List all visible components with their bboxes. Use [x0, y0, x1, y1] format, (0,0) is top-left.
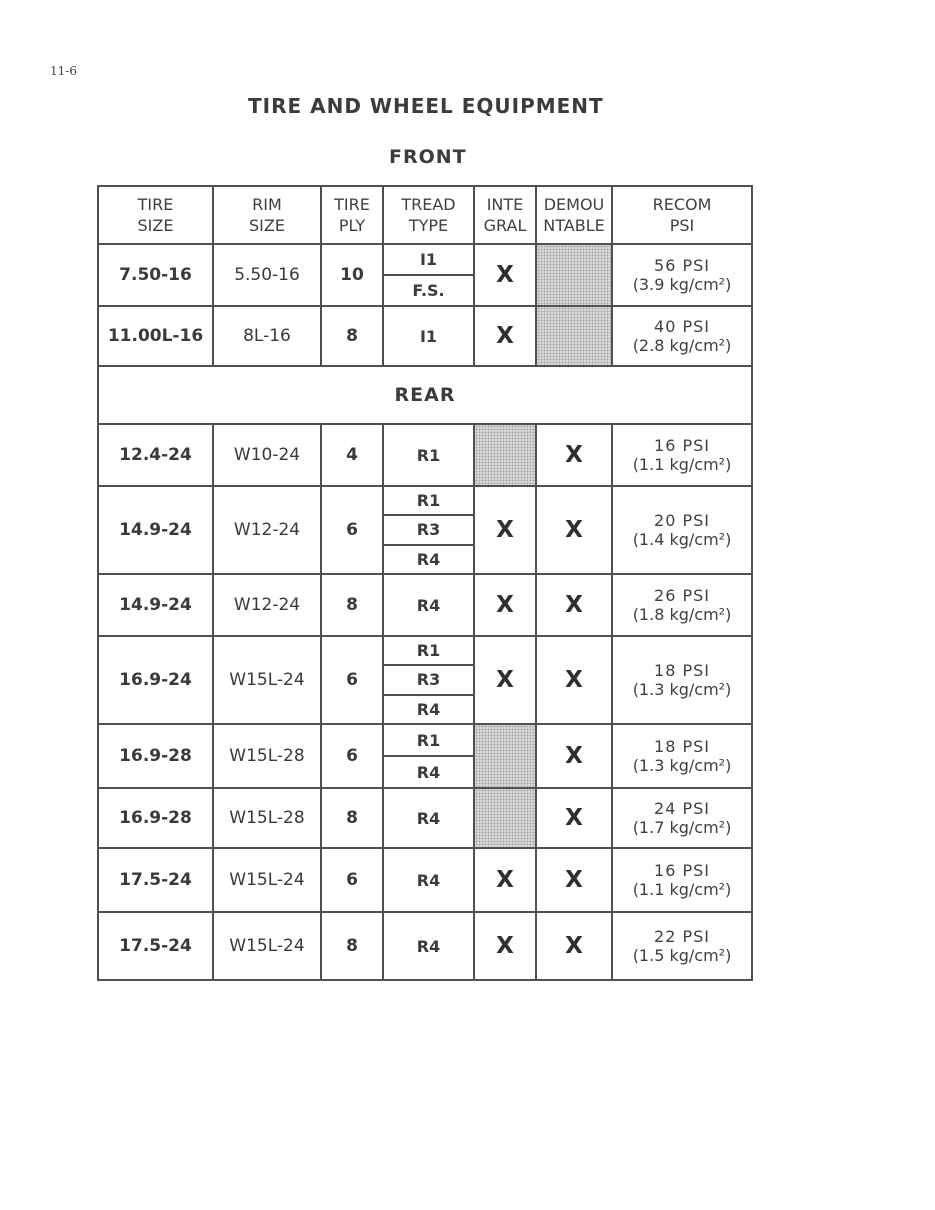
header-demountable	[536, 186, 612, 244]
recommended-psi-cell	[612, 306, 752, 366]
table-row	[98, 788, 752, 848]
recommended-psi-cell	[612, 912, 752, 980]
header-line: TIRE	[334, 195, 370, 214]
demountable-cell	[536, 306, 612, 366]
tread-type-cell	[383, 424, 474, 486]
rim-size: W15L-28	[229, 746, 305, 766]
tread-type-cell	[383, 306, 474, 366]
demountable-mark: X	[565, 933, 583, 959]
tire-ply: 6	[346, 670, 358, 690]
tread-type: R1	[416, 491, 441, 511]
tread-type: R4	[416, 808, 441, 828]
integral-mark: X	[496, 592, 514, 618]
rear-heading: REAR	[394, 384, 456, 406]
tread-type: R1	[416, 445, 441, 465]
psi-value: 40 PSI	[654, 317, 710, 336]
demountable-cell	[536, 574, 612, 636]
header-line: DEMOU	[543, 195, 605, 214]
tire-ply-cell	[321, 486, 383, 574]
tire-size-cell	[98, 486, 213, 574]
front-rows	[98, 244, 752, 366]
tire-size-cell	[98, 636, 213, 724]
rim-size-cell	[213, 306, 321, 366]
rim-size: 5.50-16	[234, 265, 300, 285]
header-line: SIZE	[249, 216, 285, 235]
tread-type-stack	[384, 849, 473, 911]
rear-rows	[98, 424, 752, 980]
tread-type-stack	[384, 487, 473, 573]
recommended-psi-cell	[612, 486, 752, 574]
tire-ply-cell	[321, 574, 383, 636]
tire-ply-cell	[321, 724, 383, 788]
demountable-cell	[536, 912, 612, 980]
table-row	[98, 724, 752, 788]
header-row	[98, 186, 752, 244]
rim-size: W12-24	[233, 595, 301, 615]
header-line: TIRE	[137, 195, 174, 214]
tire-size-cell	[98, 788, 213, 848]
tire-size-cell	[98, 724, 213, 788]
tread-type-cell	[383, 486, 474, 574]
tire-ply-cell	[321, 636, 383, 724]
tread-type-cell	[383, 788, 474, 848]
tire-size: 16.9-28	[119, 808, 192, 828]
psi-metric-value: (1.1 kg/cm²)	[632, 880, 732, 899]
integral-cell	[474, 724, 536, 788]
tread-type-stack	[384, 575, 473, 635]
header-line: TREAD	[401, 195, 456, 214]
table-row	[98, 244, 752, 306]
rim-size: 8L-16	[243, 326, 291, 346]
tire-ply-cell	[321, 788, 383, 848]
tread-type: R1	[416, 641, 441, 661]
table-row	[98, 574, 752, 636]
psi-metric-value: (1.3 kg/cm²)	[632, 756, 732, 775]
document-title: TIRE AND WHEEL EQUIPMENT	[248, 94, 604, 118]
tire-ply: 8	[346, 808, 358, 828]
tread-type-stack	[384, 637, 473, 723]
tread-type: R4	[416, 936, 441, 956]
rear-section-divider	[98, 366, 752, 424]
tire-ply: 6	[346, 520, 358, 540]
header-tire-size	[98, 186, 213, 244]
tread-type: R4	[384, 755, 473, 787]
tread-type-stack	[384, 789, 473, 847]
psi-metric-value: (2.8 kg/cm²)	[632, 336, 732, 355]
demountable-cell	[536, 636, 612, 724]
psi-value: 18 PSI	[654, 737, 710, 756]
table-header	[98, 186, 752, 244]
tire-size: 7.50-16	[119, 265, 192, 285]
rim-size: W15L-28	[229, 808, 305, 828]
tire-size: 14.9-24	[119, 520, 192, 540]
tread-type-cell	[383, 574, 474, 636]
demountable-cell	[536, 424, 612, 486]
tread-type: R3	[384, 664, 473, 693]
header-line: TYPE	[408, 216, 449, 235]
integral-mark: X	[496, 667, 514, 693]
header-recommended-psi	[612, 186, 752, 244]
recommended-psi-cell	[612, 574, 752, 636]
tire-ply-cell	[321, 424, 383, 486]
header-rim-size	[213, 186, 321, 244]
header-line: NTABLE	[543, 216, 605, 235]
tread-type-stack	[384, 913, 473, 979]
demountable-mark: X	[565, 442, 583, 468]
tread-type: R4	[384, 544, 473, 573]
header-tire-ply	[321, 186, 383, 244]
tire-ply: 10	[340, 265, 364, 285]
demountable-mark: X	[565, 667, 583, 693]
integral-cell	[474, 636, 536, 724]
integral-mark: X	[496, 262, 514, 288]
tread-type: R4	[384, 694, 473, 723]
demountable-mark: X	[565, 867, 583, 893]
demountable-mark: X	[565, 592, 583, 618]
tread-type-cell	[383, 848, 474, 912]
tread-type: I1	[419, 326, 438, 346]
tire-size: 16.9-24	[119, 670, 192, 690]
tire-size: 12.4-24	[119, 445, 192, 465]
demountable-cell	[536, 244, 612, 306]
tread-type: R1	[416, 730, 441, 750]
rim-size-cell	[213, 724, 321, 788]
rim-size-cell	[213, 912, 321, 980]
rear-heading-row	[98, 366, 752, 424]
recommended-psi-cell	[612, 244, 752, 306]
recommended-psi-cell	[612, 724, 752, 788]
tread-type-cell	[383, 636, 474, 724]
rim-size: W15L-24	[229, 936, 305, 956]
recommended-psi-cell	[612, 848, 752, 912]
header-line: RIM	[252, 195, 282, 214]
demountable-cell	[536, 788, 612, 848]
demountable-cell	[536, 724, 612, 788]
psi-metric-value: (3.9 kg/cm²)	[632, 275, 732, 294]
recommended-psi-cell	[612, 424, 752, 486]
integral-cell	[474, 306, 536, 366]
tread-type: I1	[419, 250, 438, 269]
psi-metric-value: (1.7 kg/cm²)	[632, 818, 732, 837]
psi-value: 16 PSI	[654, 861, 710, 880]
tire-size: 17.5-24	[119, 870, 192, 890]
psi-metric-value: (1.5 kg/cm²)	[632, 946, 732, 965]
tire-ply: 4	[346, 445, 358, 465]
recommended-psi-cell	[612, 788, 752, 848]
integral-cell	[474, 486, 536, 574]
rim-size: W15L-24	[229, 870, 305, 890]
header-line: PLY	[338, 216, 366, 235]
psi-value: 16 PSI	[654, 436, 710, 455]
integral-cell	[474, 912, 536, 980]
demountable-mark: X	[565, 805, 583, 831]
tire-size-cell	[98, 912, 213, 980]
integral-mark: X	[496, 933, 514, 959]
header-line: INTE	[486, 195, 524, 214]
tread-type: F.S.	[384, 274, 473, 305]
tread-type: R4	[416, 595, 441, 615]
page-number: 11-6	[50, 64, 77, 78]
tire-size-cell	[98, 424, 213, 486]
integral-cell	[474, 244, 536, 306]
tire-size-cell	[98, 244, 213, 306]
tread-type-stack	[384, 245, 473, 305]
tire-size: 11.00L-16	[107, 326, 204, 346]
tire-wheel-table	[97, 185, 753, 981]
rim-size: W10-24	[233, 445, 301, 465]
tire-size-cell	[98, 848, 213, 912]
header-integral	[474, 186, 536, 244]
tread-type-stack	[384, 307, 473, 365]
integral-cell	[474, 574, 536, 636]
tire-ply-cell	[321, 306, 383, 366]
tread-type-stack	[384, 425, 473, 485]
demountable-cell	[536, 486, 612, 574]
table-row	[98, 424, 752, 486]
tire-size: 14.9-24	[119, 595, 192, 615]
tire-ply: 6	[346, 746, 358, 766]
integral-cell	[474, 848, 536, 912]
integral-cell	[474, 424, 536, 486]
tread-type: R3	[384, 514, 473, 543]
psi-metric-value: (1.8 kg/cm²)	[632, 605, 732, 624]
table-row	[98, 912, 752, 980]
integral-mark: X	[496, 323, 514, 349]
tire-ply: 8	[346, 326, 358, 346]
integral-mark: X	[496, 867, 514, 893]
psi-value: 18 PSI	[654, 661, 710, 680]
psi-value: 22 PSI	[654, 927, 710, 946]
tire-ply-cell	[321, 244, 383, 306]
tire-ply-cell	[321, 912, 383, 980]
psi-metric-value: (1.1 kg/cm²)	[632, 455, 732, 474]
header-tread-type	[383, 186, 474, 244]
tread-type-cell	[383, 724, 474, 788]
rim-size-cell	[213, 636, 321, 724]
demountable-mark: X	[565, 743, 583, 769]
header-line: GRAL	[483, 216, 527, 235]
header-line: SIZE	[137, 216, 174, 235]
header-line: RECOM	[652, 195, 712, 214]
tire-size: 17.5-24	[119, 936, 192, 956]
tread-type-cell	[383, 244, 474, 306]
psi-value: 56 PSI	[654, 256, 710, 275]
rear-heading-cell	[98, 366, 752, 424]
psi-metric-value: (1.3 kg/cm²)	[632, 680, 732, 699]
tire-ply: 6	[346, 870, 358, 890]
psi-metric-value: (1.4 kg/cm²)	[632, 530, 732, 549]
tire-size-cell	[98, 306, 213, 366]
tire-ply: 8	[346, 595, 358, 615]
rim-size-cell	[213, 574, 321, 636]
table-row	[98, 636, 752, 724]
tire-ply: 8	[346, 936, 358, 956]
tire-size: 16.9-28	[119, 746, 192, 766]
front-heading: FRONT	[389, 146, 467, 168]
table-row	[98, 848, 752, 912]
recommended-psi-cell	[612, 636, 752, 724]
table-row	[98, 306, 752, 366]
demountable-cell	[536, 848, 612, 912]
tread-type-cell	[383, 912, 474, 980]
tread-type: R4	[416, 870, 441, 890]
integral-mark: X	[496, 517, 514, 543]
tread-type-stack	[384, 725, 473, 787]
rim-size-cell	[213, 788, 321, 848]
header-line: PSI	[669, 216, 695, 235]
integral-cell	[474, 788, 536, 848]
psi-value: 24 PSI	[654, 799, 710, 818]
demountable-mark: X	[565, 517, 583, 543]
rim-size-cell	[213, 486, 321, 574]
psi-value: 20 PSI	[654, 511, 710, 530]
psi-value: 26 PSI	[654, 586, 710, 605]
rim-size: W15L-24	[229, 670, 305, 690]
table-row	[98, 486, 752, 574]
rim-size-cell	[213, 424, 321, 486]
tire-ply-cell	[321, 848, 383, 912]
rim-size: W12-24	[233, 520, 301, 540]
rim-size-cell	[213, 244, 321, 306]
tire-size-cell	[98, 574, 213, 636]
rim-size-cell	[213, 848, 321, 912]
